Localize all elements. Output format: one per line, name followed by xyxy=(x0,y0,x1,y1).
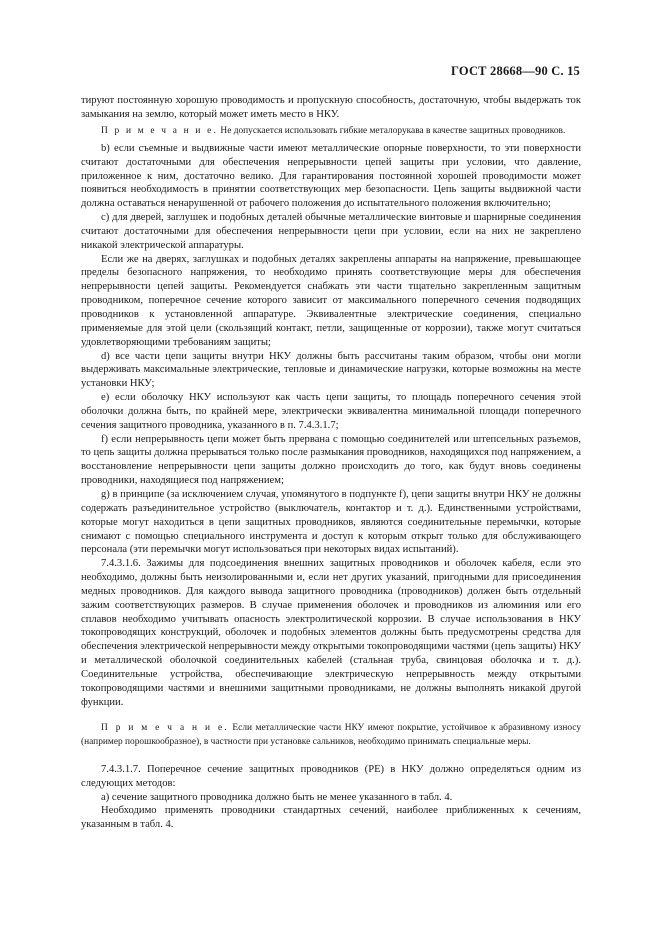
paragraph-item-e: e) если оболочку НКУ используют как часть цепи защиты, то площадь поперечного сечения этой оболочки должна быть, по крайней мере, электрически эквивалентна минимальной площади поперечного сечения защитного проводника, указанного в п. 7.4.3.1.7; xyxy=(81,392,581,431)
note-abrasive-coating xyxy=(81,722,581,748)
paragraph-item-a: а) сечение защитного проводника должно быть не менее указанного в табл. 4. xyxy=(101,791,453,803)
note-label: П р и м е ч а н и е. xyxy=(101,723,229,734)
paragraph-item-f: f) если непрерывность цепи может быть прервана с помощью соединителей или штепсельных разъемов, то цепь защиты должна прерываться только после размыкания проводников, находящихся под напряжением, а восстановление непрерывности цепи защиты должно происходить до того, как будут вновь соединены проводники, находящиеся под напряжением; xyxy=(81,433,581,487)
paragraph-item-g: g) в принципе (за исключением случая, упомянутого в подпункте f), цепи защиты внутри НКУ не должны содержать разъединительное устройство (выключатель, контактор и т. д.). Единственными устройствами, которые могут находиться в цепи защитных проводников, являются соединительные перемычки, которые снимают с помощью специального инструмента и доступ к которым открыт только для обслуживающего персонала (эти перемычки могут использоваться при некоторых видах испытаний). xyxy=(81,488,581,556)
note-text: Если металлические части НКУ имеют покрытие, устойчивое к абразивному износу (например порошкообразное), в частности при установке сальников, необходимо принимать специальные меры. xyxy=(81,723,582,747)
paragraph-item-c: c) для дверей, заглушек и подобных деталей обычные металлические винтовые и шарнирные соединения считают достаточными для обеспечения непрерывности цепи при условии, если на них не закреплено никакой электрической аппаратуры. xyxy=(81,212,581,251)
paragraph-item-b: b) если съемные и выдвижные части имеют металлические опорные поверхности, то эти поверхности считают достаточными для обеспечения непрерывности цепей защиты при условии, что давление, приложенное к ним, достаточно велико. Для гарантирования постоянной хорошей проводимости может появиться необходимость в принятии соответствующих мер безопасности. Цепь защиты выдвижной части должна оставаться ненарушенной от рабочего положения до испытательного положения включительно; xyxy=(81,142,581,210)
spacer xyxy=(81,709,581,719)
note-text: Не допускается использовать гибкие металорукава в качестве защитных проводников. xyxy=(218,125,566,136)
paragraph-item-d: d) все части цепи защиты внутри НКУ должны быть рассчитаны таким образом, чтобы они могли выдерживать максимальные электрические, тепловые и динамические нагрузки, которые возможны на месте установки НКУ; xyxy=(81,350,581,390)
paragraph-item-c-continued: Если же на дверях, заглушках и подобных деталях закреплены аппараты на напряжение, превышающее пределы безопасного напряжения, то необходимо принять соответствующие меры для обеспечения непрерывности цепей защиты. Рекомендуется снабжать эти части тщательно закрепленным защитным проводником, поперечное сечение которого зависит от максимального поперечного сечения подводящих проводников к установленной аппаратуре. Эквивалентные электрические соединения, специально применяемые для этой цели (скользящий контакт, петли, защищенные от коррозии), также могут считаться удовлетворяющими требованиям защиты; xyxy=(81,253,581,348)
paragraph-7-4-3-1-7: 7.4.3.1.7. Поперечное сечение защитных проводников (PE) в НКУ должно определяться одним из следующих методов: xyxy=(81,763,581,789)
page-body xyxy=(81,94,581,832)
note-label: П р и м е ч а н и е. xyxy=(101,125,219,136)
note-metal-hose xyxy=(81,125,581,138)
paragraph-continuation: тируют постоянную хорошую проводимость и пропускную способность, достаточную, чтобы выдержать ток замыкания на землю, который может иметь место в НКУ. xyxy=(81,95,581,120)
paragraph-7-4-3-1-6: 7.4.3.1.6. Зажимы для подсоединения внешних защитных проводников и оболочек кабеля, если это необходимо, должны быть неизолированными и, если нет других указаний, пригодными для присоединения медных проводников. Для каждого вывода защитного проводника (проводников) должен быть отдельный зажим соответствующих размеров. В случае применения оболочек и проводников из алюминия или его сплавов необходимо учитывать опасность электролитической коррозии. В случае использования в НКУ токопроводящих конструкций, оболочек и подобных элементов должны быть предусмотрены средства для обеспечения электрической непрерывности между открытыми токопроводящими частями (цепь защиты) НКУ и металлической оболочкой соединительных кабелей (стальная труба, свинцовая оболочка и т. д.). Соединительные устройства, обеспечивающие электрическую непрерывность между открытыми токопроводящими частями и внешними защитными проводниками, не должны выполнять никакой другой функции. xyxy=(81,558,581,708)
page-header: ГОСТ 28668—90 С. 15 xyxy=(451,64,580,78)
spacer xyxy=(81,753,581,763)
paragraph-standard-sections: Необходимо применять проводники стандартных сечений, наиболее приближенных к сечениям, указанным в табл. 4. xyxy=(81,805,581,831)
